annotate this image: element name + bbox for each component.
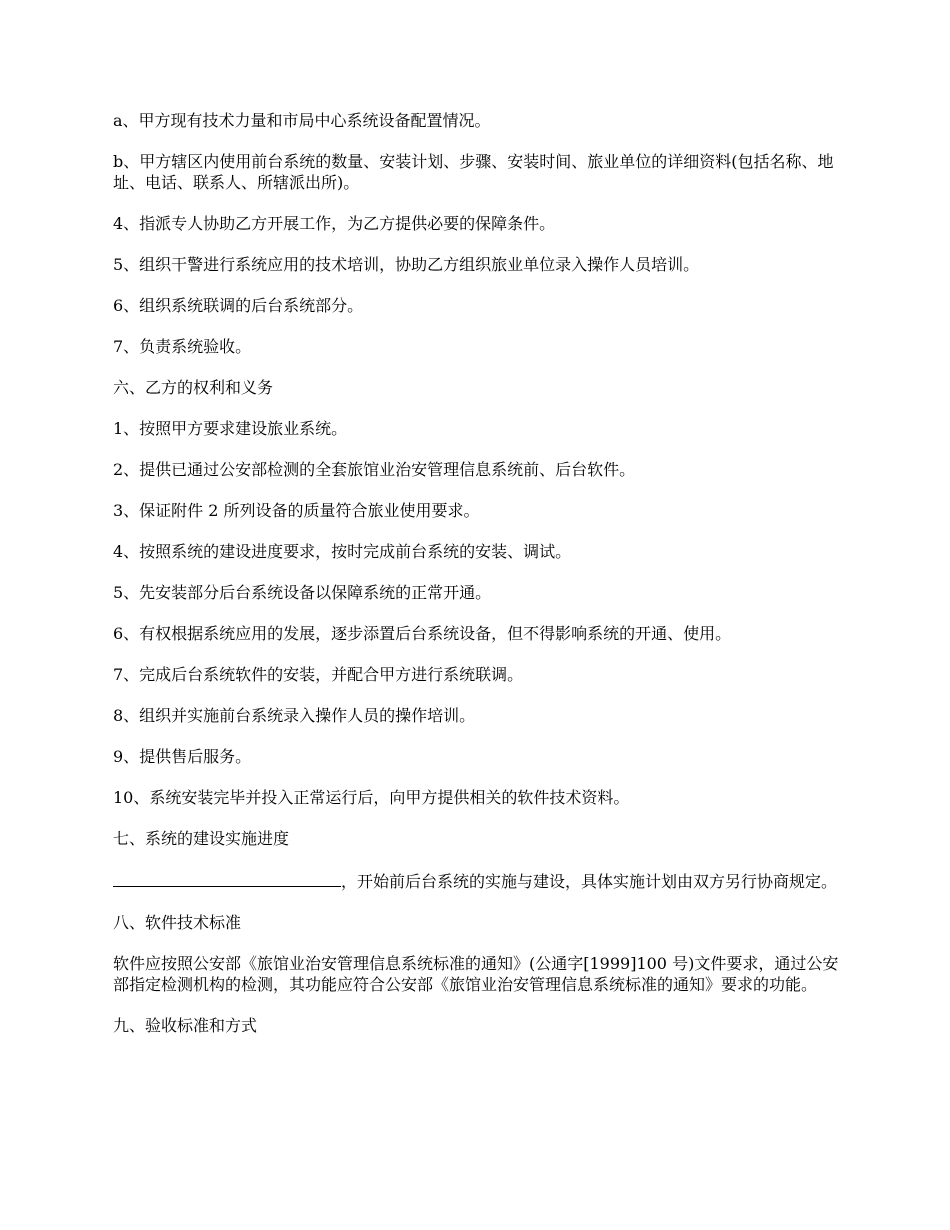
paragraph-item-b5: 5、先安装部分后台系统设备以保障系统的正常开通。 xyxy=(113,583,492,602)
paragraph-item-b2: 2、提供已通过公安部检测的全套旅馆业治安管理信息系统前、后台软件。 xyxy=(113,460,636,479)
paragraph-item-b9: 9、提供售后服务。 xyxy=(113,747,252,766)
paragraph-item-b4: 4、按照系统的建设进度要求，按时完成前台系统的安装、调试。 xyxy=(113,542,572,561)
paragraph-item-b8: 8、组织并实施前台系统录入操作人员的操作培训。 xyxy=(113,706,476,725)
section-heading-eight: 八、软件技术标准 xyxy=(113,913,242,932)
paragraph-item-b1: 1、按照甲方要求建设旅业系统。 xyxy=(113,419,348,438)
section-heading-six: 六、乙方的权利和义务 xyxy=(113,378,274,397)
paragraph-item-4: 4、指派专人协助乙方开展工作，为乙方提供必要的保障条件。 xyxy=(113,214,556,233)
paragraph-item-b7: 7、完成后台系统软件的安装，并配合甲方进行系统联调。 xyxy=(113,665,524,684)
document-body xyxy=(113,110,843,1056)
paragraph-item-b6: 6、有权根据系统应用的发展，逐步添置后台系统设备，但不得影响系统的开通、使用。 xyxy=(113,624,732,643)
section-heading-nine: 九、验收标准和方式 xyxy=(113,1016,258,1035)
paragraph-item-b10: 10、系统安装完毕并投入正常运行后，向甲方提供相关的软件技术资料。 xyxy=(113,788,630,807)
fill-in-blank xyxy=(113,869,341,887)
paragraph-item-b3: 3、保证附件 2 所列设备的质量符合旅业使用要求。 xyxy=(113,501,480,520)
paragraph-item-a: a、甲方现有技术力量和市局中心系统设备配置情况。 xyxy=(113,111,491,130)
section-heading-seven: 七、系统的建设实施进度 xyxy=(113,829,290,848)
software-standard-paragraph: 软件应按照公安部《旅馆业治安管理信息系统标准的通知》(公通字[1999]100 号)文件要求，通过公安部指定检测机构的检测，其功能应符合公安部《旅馆业治安管理信息系统标准的通知》要求的功能。 xyxy=(113,954,839,994)
paragraph-item-7: 7、负责系统验收。 xyxy=(113,337,252,356)
paragraph-item-6: 6、组织系统联调的后台系统部分。 xyxy=(113,296,364,315)
schedule-text: ，开始前后台系统的实施与建设，具体实施计划由双方另行协商规定。 xyxy=(341,872,838,891)
paragraph-item-5: 5、组织干警进行系统应用的技术培训，协助乙方组织旅业单位录入操作人员培训。 xyxy=(113,255,700,274)
paragraph-item-b: b、甲方辖区内使用前台系统的数量、安装计划、步骤、安装时间、旅业单位的详细资料(包括名称、地址、电话、联系人、所辖派出所)。 xyxy=(113,152,834,192)
schedule-paragraph xyxy=(113,869,843,892)
